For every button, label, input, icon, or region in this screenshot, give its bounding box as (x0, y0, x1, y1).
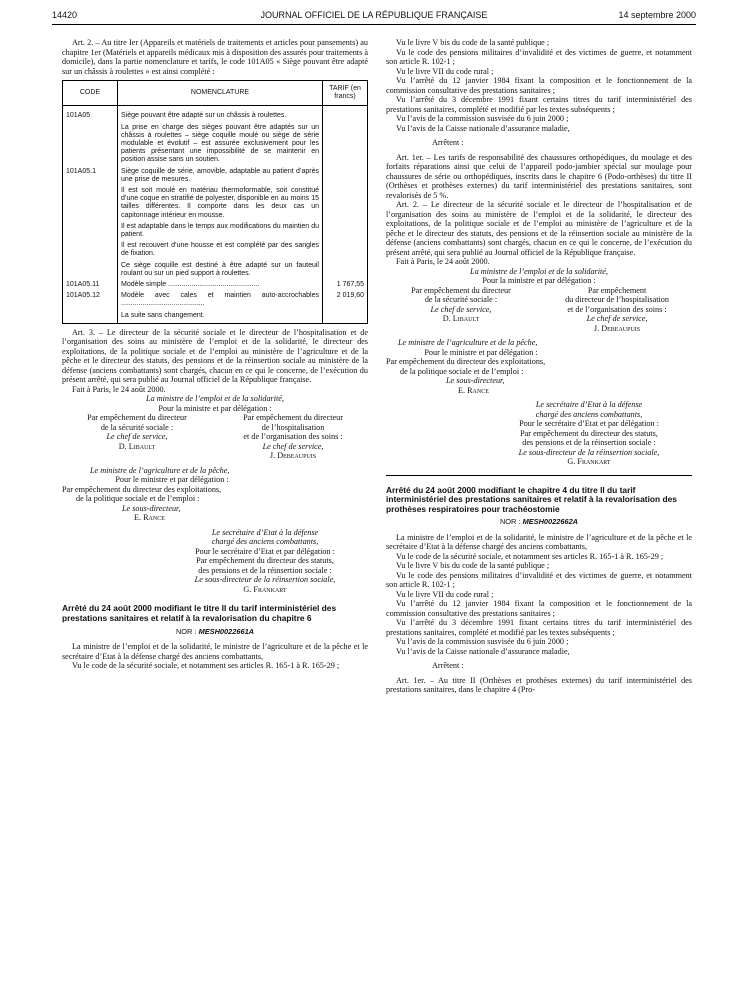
page-header (52, 8, 696, 25)
vu-arrete-1984: Vu l’arrêté du 12 janvier 1984 fixant la composition et le fonctionnement de la commission consultative des prestations sanitaires ; (386, 76, 692, 95)
sig-r-pe-stat-2: des pensions et de la réinsertion sociale : (522, 438, 656, 447)
decree-3-vu-livre-v: Vu le livre V bis du code de la santé publique ; (396, 561, 550, 571)
table-cell-code: 101A05 (63, 106, 118, 168)
sig-r-pe-expl-1: Par empêchement du directeur des exploitations, (386, 357, 546, 366)
vu-arrete-1991: Vu l’arrêté du 3 décembre 1991 fixant certains titres du tarif interministériel des prestations sanitaires, complété et modifié par les textes subséquents ; (386, 95, 692, 114)
vu-code-rural: Vu le livre VII du code rural ; (396, 66, 494, 76)
left-column (62, 38, 368, 671)
vu-livre-v: Vu le livre V bis du code de la santé publique ; (396, 38, 550, 47)
sig-r-sous-dir-reins: Le sous-directeur de la réinsertion sociale, (518, 447, 660, 457)
sig-r-rance: E. Rance (458, 385, 489, 395)
nomenclature-line: Modèle simple ............................................... (121, 281, 260, 289)
table-cell-nomenclature (118, 292, 323, 311)
section-divider (386, 475, 692, 476)
sig-r-frankart: G. Frankart (567, 457, 611, 466)
sig-chef-1: Le chef de service, (106, 432, 168, 442)
article-2-text: Art. 2. – Au titre Ier (Appareils et matériels de traitements et articles pour pansements) au chapitre 1er (Matériels et appareils médicaux mis à disposition des assurés pour traitements à domicile), dans la partie nomenclature et tarifs, le code 101A05 « Siège pouvant être adapté sur un châssis à roulettes » est ainsi complété : (62, 38, 368, 76)
sig-r-sous-dir: Le sous-directeur, (446, 376, 505, 385)
table-row (63, 281, 368, 292)
sig-pe-dhos-3: et de l’organisation des soins : (243, 432, 343, 442)
sig-secr-1: Le secrétaire d’Etat à la défense (211, 527, 319, 537)
sig-ministre-agri: Le ministre de l’agriculture et de la pêche, (90, 465, 230, 475)
sig-r-pe-dss-1: Par empêchement du directeur (411, 285, 511, 295)
article-2-right-text: Art. 2. – Le directeur de la sécurité sociale et le directeur de l’hospitalisation et de l’organisation des soins au ministère de l’emploi et de la solidarité, le directeur des exploitations, de la politique sociale et de l’emploi au ministère de l’agriculture et de la pêche et le directeur des statuts, des pensions et de la réinsertion sociale au ministère de la défense (anciens combattants) sont chargés, chacun en ce qui le concerne, de l’exécution du présent arrêté, qui sera publié au Journal officiel de la République française. (386, 200, 692, 257)
nomenclature-line: Il est adaptable dans le temps aux modifications du maintien du patient. (121, 222, 319, 239)
sig-pe-expl-1: Par empêchement du directeur des exploitations, (62, 484, 222, 494)
table-cell-tarif (323, 168, 368, 281)
sig-rance: E. Rance (134, 513, 165, 523)
nor-reference-3 (386, 517, 692, 527)
table-cell-code: 101A05.11 (63, 281, 118, 292)
sig-r-ministre-agri: Le ministre de l’agriculture et de la pêche, (398, 338, 538, 347)
nomenclature-line: Ce siège coquille est destiné à être adapté sur un fauteuil roulant ou sur un pied support à roulettes. (121, 261, 319, 277)
journal-title: JOURNAL OFFICIEL DE LA RÉPUBLIQUE FRANÇAISE (260, 10, 488, 20)
sig-r-pe-dhos-1: Par empêchement (587, 285, 647, 295)
col-header-nomenclature: NOMENCLATURE (118, 81, 323, 106)
sig-pour-ministre-agri: Pour le ministre et par délégation : (115, 475, 229, 485)
signature-place-date-right: Fait à Paris, le 24 août 2000. (396, 257, 490, 266)
sig-frankart: G. Frankart (243, 584, 287, 594)
table-cell-nomenclature (118, 281, 323, 292)
sig-chef-2: Le chef de service, (262, 441, 324, 451)
table-cell-code: 101A05.1 (63, 168, 118, 281)
page-number: 14420 (52, 10, 78, 20)
sig-r-debeaupuis: J. Debeaupuis (593, 323, 641, 333)
nomenclature-line: Il est recouvert d’une housse et est complété par des sangles de fixation. (121, 242, 319, 258)
vu-avis-commission: Vu l’avis de la commission susvisée du 6 juin 2000 ; (396, 114, 569, 123)
col-header-code: CODE (63, 81, 118, 106)
table-cell-code (63, 312, 118, 324)
table-row (63, 292, 368, 311)
sig-debeaupuis: J. Debeaupuis (269, 451, 317, 461)
nor-label: NOR : (175, 626, 197, 636)
nomenclature-line: La prise en charge des sièges pouvant être adaptés sur un châssis à roulettes – siège coquille moulé ou siège de série modulable et évolutif – est assurée exclusivement pour les patients présentant une impossibilité de se maintenir en position assise sans un soutien. (121, 123, 319, 164)
decree-3-vu-pensions: Vu le code des pensions militaires d’invalidité et des victimes de guerre, et notamment son article R. 102-1 ; (386, 570, 692, 590)
sig-r-chef-1: Le chef de service, (430, 304, 492, 314)
decree-3-vu-arrete-1991: Vu l’arrêté du 3 décembre 1991 fixant certains titres du tarif interministériel des prestations sanitaires, complété et modifié par les textes subséquents ; (386, 618, 692, 637)
vu-avis-caisse: Vu l’avis de la Caisse nationale d’assurance maladie, (396, 123, 570, 133)
table-cell-code: 101A05.12 (63, 292, 118, 311)
sig-secr-2: chargé des anciens combattants, (211, 537, 319, 547)
sig-pe-stat-1: Par empêchement du directeur des statuts, (196, 556, 334, 566)
nomenclature-body (63, 106, 368, 323)
sig-sous-dir-reins: Le sous-directeur de la réinsertion sociale, (194, 575, 336, 585)
nor-code: MESH0022661A (198, 626, 255, 636)
decree-3-arretent: Arrêtent : (432, 661, 464, 671)
decree-title-3: Arrêté du 24 août 2000 modifiant le chapitre 4 du titre II du tarif interministériel des prestations sanitaires et relatif à la revalorisation des prothèses respiratoires pour trachéostomie (386, 484, 677, 514)
table-cell-tarif: 2 019,60 (323, 292, 368, 311)
table-cell-tarif (323, 106, 368, 168)
table-cell-tarif (323, 312, 368, 324)
decree-3-vu-avis-caisse: Vu l’avis de la Caisse nationale d’assurance maladie, (396, 646, 570, 656)
sig-r-pe-stat-1: Par empêchement du directeur des statuts, (520, 428, 658, 438)
sig-pe-dhos-1: Par empêchement du directeur (243, 413, 343, 423)
sig-ministre-emploi: La ministre de l’emploi et de la solidarité, (146, 394, 284, 404)
nor-code-3: MESH0022662A (522, 517, 579, 527)
sig-r-pour-ministre: Pour la ministre et par délégation : (482, 276, 596, 285)
sig-pe-expl-2: de la politique sociale et de l’emploi : (76, 494, 200, 504)
decree-3-vu-avis-commission: Vu l’avis de la commission susvisée du 6 juin 2000 ; (396, 637, 569, 647)
sig-pe-dhos-2: de l’hospitalisation (261, 422, 325, 432)
col-header-tarif: TARIF (en francs) (323, 81, 368, 106)
decree-2-intro: La ministre de l’emploi et de la solidarité, le ministre de l’agriculture et de la pêche et le secrétaire d’Etat à la défense chargé des anciens combattants, (62, 642, 368, 661)
issue-date: 14 septembre 2000 (618, 10, 696, 20)
sig-pe-dss-2: de la sécurité sociale : (100, 422, 174, 432)
sig-r-pe-dhos-3: et de l’organisation des soins : (567, 304, 667, 314)
nomenclature-line: Siège coquille de série, amovible, adaptable au patient d’après une prise de mesures. (121, 167, 319, 183)
sig-r-pour-ministre-agri: Pour le ministre et par délégation : (424, 347, 538, 357)
sig-r-chef-2: Le chef de service, (586, 314, 648, 323)
table-cell-nomenclature (118, 106, 323, 168)
table-row (63, 106, 368, 168)
nomenclature-line: Il est soit moulé en matériau thermoformable, soit constitué d’une coque en stratifié de polyester, disponible en au moins 15 tailles différentes. Il comporte dans les deux cas un capitonnage intérieur en mousse. (121, 187, 319, 219)
sig-r-secr-2: chargé des anciens combattants, (535, 409, 643, 419)
decree-title-2: Arrêté du 24 août 2000 modifiant le titre II du tarif interministériel des prestations sanitaires et relatif à la revalorisation du chapitre 6 (62, 603, 337, 623)
decree-3-intro: La ministre de l’emploi et de la solidarité, le ministre de l’agriculture et de la pêche et le secrétaire d’Etat à la défense chargé des anciens combattants, (386, 532, 692, 552)
sig-sous-dir: Le sous-directeur, (122, 503, 181, 513)
sig-r-pour-secr: Pour le secrétaire d’Etat et par délégation : (519, 419, 659, 428)
sig-r-pe-dss-2: de la sécurité sociale : (424, 295, 498, 304)
sig-pour-ministre: Pour la ministre et par délégation : (158, 403, 272, 413)
sig-r-secr-1: Le secrétaire d’Etat à la défense (535, 400, 643, 409)
nor-label-3: NOR : (499, 517, 521, 527)
signature-place-date: Fait à Paris, le 24 août 2000. (72, 384, 166, 394)
sig-libault: D. Libault (118, 441, 156, 451)
nomenclature-line: Modèle avec cales et maintien auto-accrochables ........................................... (121, 292, 319, 308)
nomenclature-line: Siège pouvant être adapté sur un châssis à roulettes. (121, 112, 287, 120)
decree-3-vu-1: Vu le code de la sécurité sociale, et notamment ses articles R. 165-1 à R. 165-29 ; (396, 551, 664, 561)
decree-3-vu-arrete-1984: Vu l’arrêté du 12 janvier 1984 fixant la composition et le fonctionnement de la commission consultative des prestations sanitaires ; (386, 599, 692, 618)
nor-reference-2 (62, 627, 368, 637)
decree-3-article-1: Art. 1er. – Au titre II (Orthèses et prothèses externes) du tarif interministériel des prestations sanitaires, dans le chapitre 4 (Pro- (386, 675, 692, 695)
article-3-text: Art. 3. – Le directeur de la sécurité sociale et le directeur de l’hospitalisation et de l’organisation des soins au ministère de l’emploi et de la solidarité, le directeur des exploitations, de la politique sociale et de l’emploi au ministère de l’agriculture et de la pêche et le directeur des statuts, des pensions et de la réinsertion sociale au ministère de la défense (anciens combattants) sont chargés, chacun en ce qui le concerne, de l’exécution du présent arrêté, qui sera publié au Journal officiel de la République française. (62, 327, 368, 385)
decree-2-vu-1: Vu le code de la sécurité sociale, et notamment ses articles R. 165-1 à R. 165-29 ; (72, 661, 340, 671)
decree-3-vu-code-rural: Vu le livre VII du code rural ; (396, 589, 494, 599)
article-1-text: Art. 1er. – Les tarifs de responsabilité des chaussures orthopédiques, du moulage et des forfaits réparations ainsi que celui de l’appareil podo-jambier spécial sur moulage pour chaussures de série ou orthopédiques, inscrits dans le chapitre 6 (Podo-orthèses) du titre II (Orthèses et prothèses externes) du tarif interministériel des prestations sanitaires, sont revalorisés de 5 %. (386, 152, 692, 200)
sig-r-libault: D. Libault (442, 314, 480, 323)
arretent-heading: Arrêtent : (432, 138, 464, 147)
table-cell-tarif: 1 767,55 (323, 281, 368, 292)
sig-block-directors (62, 413, 368, 461)
nomenclature-line: La suite sans changement. (121, 311, 205, 319)
table-cell-nomenclature (118, 312, 323, 324)
table-row (63, 168, 368, 281)
sig-pe-stat-2: des pensions et de la réinsertion sociale : (198, 565, 332, 575)
vu-pensions: Vu le code des pensions militaires d’invalidité et des victimes de guerre, et notamment son article R. 102-1 ; (386, 47, 692, 66)
table-row (63, 312, 368, 324)
sig-r-pe-dhos-2: du directeur de l’hospitalisation (565, 295, 669, 304)
sig-r-block-directors (386, 286, 692, 334)
table-cell-nomenclature (118, 168, 323, 281)
sig-r-pe-expl-2: de la politique sociale et de l’emploi : (400, 366, 524, 376)
sig-pour-secr: Pour le secrétaire d’Etat et par délégation : (195, 546, 335, 556)
right-column (386, 38, 692, 695)
sig-pe-dss-1: Par empêchement du directeur (87, 413, 187, 423)
sig-r-ministre-emploi: La ministre de l’emploi et de la solidarité, (470, 266, 608, 276)
nomenclature-table (62, 80, 368, 324)
